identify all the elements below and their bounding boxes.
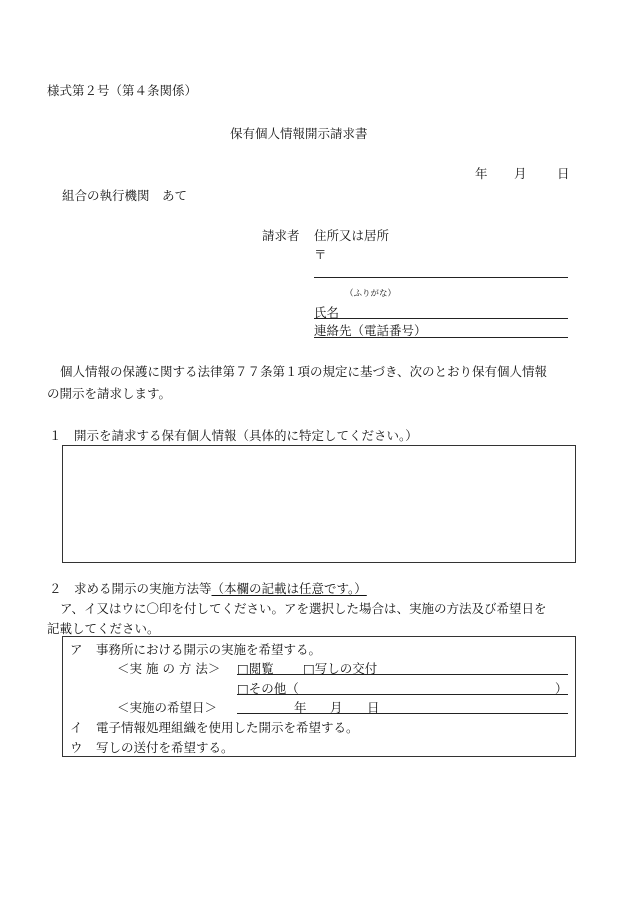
section2-number: ２ (49, 581, 62, 596)
option-a-text: 事務所における開示の実施を希望する。 (96, 642, 322, 657)
desired-date-line[interactable] (237, 713, 568, 714)
option-u-text: 写しの送付を希望する。 (96, 740, 234, 755)
address-line[interactable] (314, 277, 568, 278)
contact-label: 連絡先（電話番号） (314, 323, 427, 338)
page-title: 保有個人情報開示請求書 (230, 126, 368, 141)
desired-date-label: ＜実施の希望日＞ (117, 700, 218, 715)
option-a-mark[interactable]: ア (70, 642, 83, 657)
date-month-label: 月 (514, 166, 527, 181)
name-line[interactable] (314, 318, 568, 319)
section2-heading (74, 579, 367, 597)
date-year-label: 年 (475, 166, 488, 181)
address-label: 住所又は居所 (314, 228, 390, 243)
method-other-checkbox[interactable]: □その他（ (237, 681, 299, 696)
name-label: 氏名 (314, 305, 340, 320)
requester-label: 請求者 (262, 228, 300, 243)
method-line (237, 674, 568, 675)
method-copy-checkbox[interactable]: □写しの交付 (303, 661, 378, 676)
section2-heading-note: （本欄の記載は任意です。） (211, 581, 367, 596)
option-u-mark[interactable]: ウ (70, 740, 83, 755)
method-other-line[interactable] (237, 694, 568, 695)
section1-number: １ (49, 428, 62, 443)
desired-date-year: 年 (294, 700, 307, 715)
option-i-mark[interactable]: イ (70, 720, 83, 735)
requested-info-box[interactable] (62, 445, 576, 563)
method-label: ＜実 施 の 方 法＞ (117, 661, 221, 676)
intro-line-2: の開示を請求します。 (47, 386, 172, 401)
furigana-label: （ふりがな） (345, 289, 397, 299)
desired-date-day: 日 (367, 700, 380, 715)
form-number: 様式第２号（第４条関係） (47, 83, 198, 98)
section2-instruction-1: ア、イ又はウに〇印を付してください。アを選択した場合は、実施の方法及び希望日を (60, 601, 547, 616)
option-i-text: 電子情報処理組織を使用した開示を希望する。 (96, 720, 359, 735)
postal-mark: 〒 (314, 247, 327, 262)
intro-line-1: 個人情報の保護に関する法律第７７条第１項の規定に基づき、次のとおり保有個人情報 (60, 364, 548, 379)
desired-date-month: 月 (330, 700, 343, 715)
section2-instruction-2: 記載してください。 (47, 621, 160, 636)
addressee: 組合の執行機関 あて (62, 188, 188, 203)
method-other-close: ） (555, 681, 568, 696)
section1-heading: 開示を請求する保有個人情報（具体的に特定してください。） (74, 428, 418, 443)
method-view-checkbox[interactable]: □閲覧 (237, 661, 274, 676)
contact-line[interactable] (314, 337, 568, 338)
date-day-label: 日 (557, 166, 570, 181)
section2-heading-text: 求める開示の実施方法等 (74, 581, 212, 596)
